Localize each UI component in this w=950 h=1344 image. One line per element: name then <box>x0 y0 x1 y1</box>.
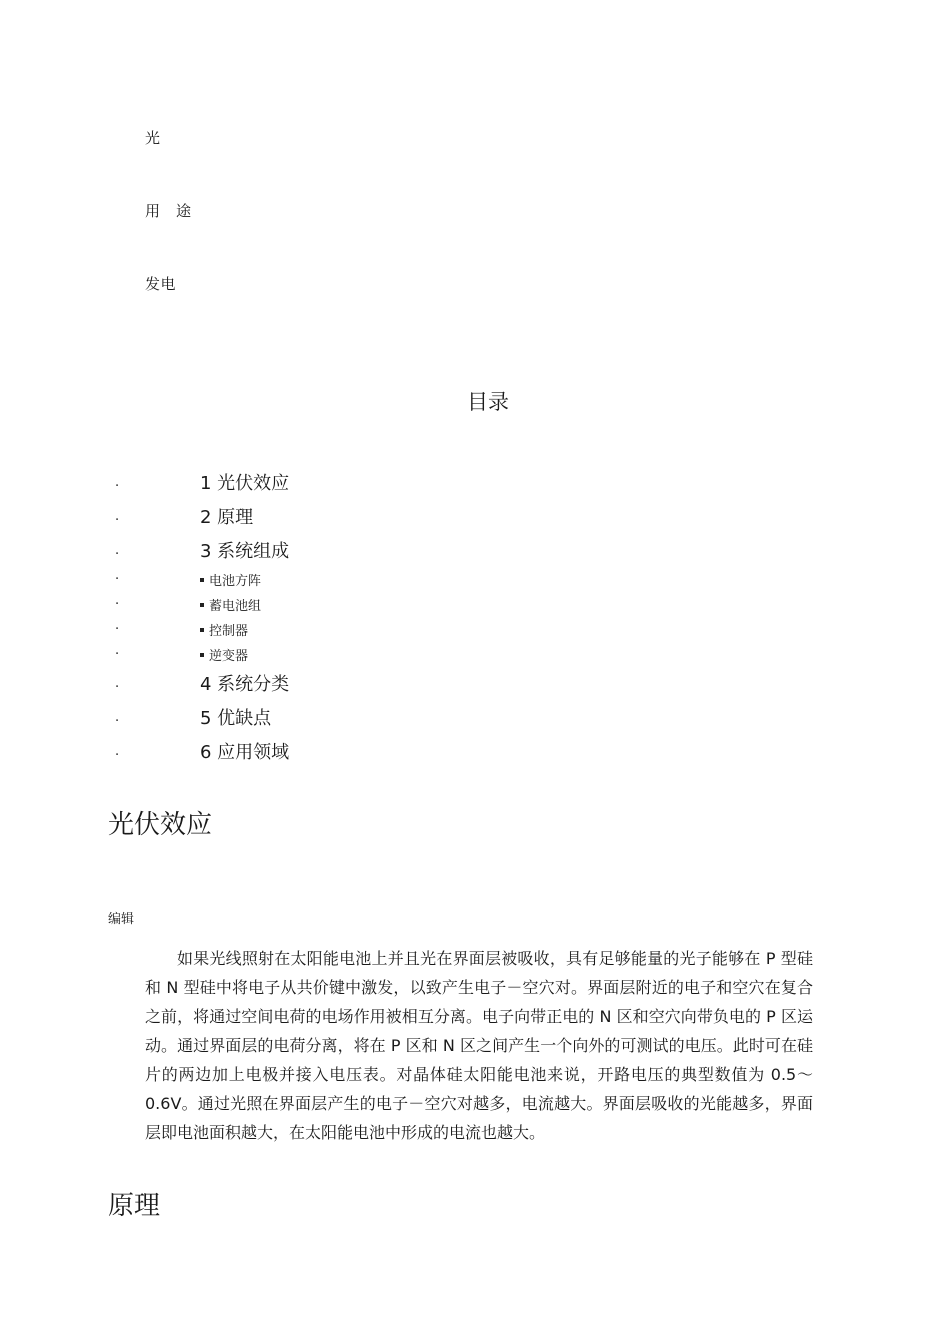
toc-link[interactable] <box>200 469 289 495</box>
toc-item[interactable] <box>0 704 700 732</box>
toc-link-label: 蓄电池组 <box>209 599 262 614</box>
section-heading-principle: 原理 <box>108 1191 161 1221</box>
toc-item[interactable] <box>0 537 700 565</box>
toc-item[interactable] <box>0 595 700 623</box>
toc-link[interactable] <box>200 570 261 589</box>
header-line-1: 光 <box>145 129 161 147</box>
square-bullet-icon <box>200 603 204 607</box>
toc-link-label: 4 系统分类 <box>200 674 290 695</box>
toc-bullet: · <box>115 572 120 587</box>
section-heading-photovoltaic-effect: 光伏效应 <box>108 810 213 840</box>
toc-bullet: . <box>115 509 120 524</box>
header-line-2: 用 途 <box>145 202 192 220</box>
toc-item[interactable] <box>0 469 700 497</box>
toc-bullet: · <box>115 597 120 612</box>
toc-link[interactable] <box>200 595 261 614</box>
toc-link[interactable] <box>200 620 248 639</box>
toc-title: 目录 <box>467 390 509 414</box>
toc-link[interactable] <box>200 537 289 563</box>
toc-link[interactable] <box>200 503 253 529</box>
toc-link-label: 2 原理 <box>200 507 254 528</box>
toc-bullet: . <box>115 710 120 725</box>
toc-link-label: 6 应用领域 <box>200 742 290 763</box>
toc-item[interactable] <box>0 620 700 648</box>
toc-link-label: 5 优缺点 <box>200 708 272 729</box>
toc-link[interactable] <box>200 738 289 764</box>
toc-item[interactable] <box>0 670 700 698</box>
toc-item[interactable] <box>0 645 700 673</box>
toc-link-label: 逆变器 <box>209 649 249 664</box>
toc-link[interactable] <box>200 670 289 696</box>
square-bullet-icon <box>200 628 204 632</box>
toc-bullet: . <box>115 744 120 759</box>
toc-link[interactable] <box>200 704 271 730</box>
toc-link-label: 1 光伏效应 <box>200 473 290 494</box>
toc-link-label: 控制器 <box>209 624 249 639</box>
toc-link-label: 3 系统组成 <box>200 541 290 562</box>
toc-item[interactable] <box>0 570 700 598</box>
square-bullet-icon <box>200 578 204 582</box>
toc-bullet: . <box>115 543 120 558</box>
toc-bullet: · <box>115 622 120 637</box>
toc-link[interactable] <box>200 645 248 664</box>
toc-bullet: . <box>115 475 120 490</box>
toc-bullet: · <box>115 647 120 662</box>
toc-item[interactable] <box>0 738 700 766</box>
square-bullet-icon <box>200 653 204 657</box>
toc-link-label: 电池方阵 <box>209 574 262 589</box>
section-paragraph: 如果光线照射在太阳能电池上并且光在界面层被吸收，具有足够能量的光子能够在 P 型硅和 N 型硅中将电子从共价键中激发，以致产生电子－空穴对。界面层附近的电子和空穴在复合之前，将通过空间电荷的电场作用被相互分离。电子向带正电的 N 区和空穴向带负电的 P 区运动。通过界面层的电荷分离，将在 P 区和 N 区之间产生一个向外的可测试的电压。此时可在硅片的两边加上电极并接入电压表。对晶体硅太阳能电池来说，开路电压的典型数值为 0.5～0.6V。通过光照在界面层产生的电子－空穴对越多，电流越大。界面层吸收的光能越多，界面层即电池面积越大，在太阳能电池中形成的电流也越大。 <box>145 949 813 1142</box>
toc-bullet: . <box>115 676 120 691</box>
toc-item[interactable] <box>0 503 700 531</box>
header-line-3: 发电 <box>145 275 177 293</box>
edit-link[interactable]: 编辑 <box>108 912 135 927</box>
